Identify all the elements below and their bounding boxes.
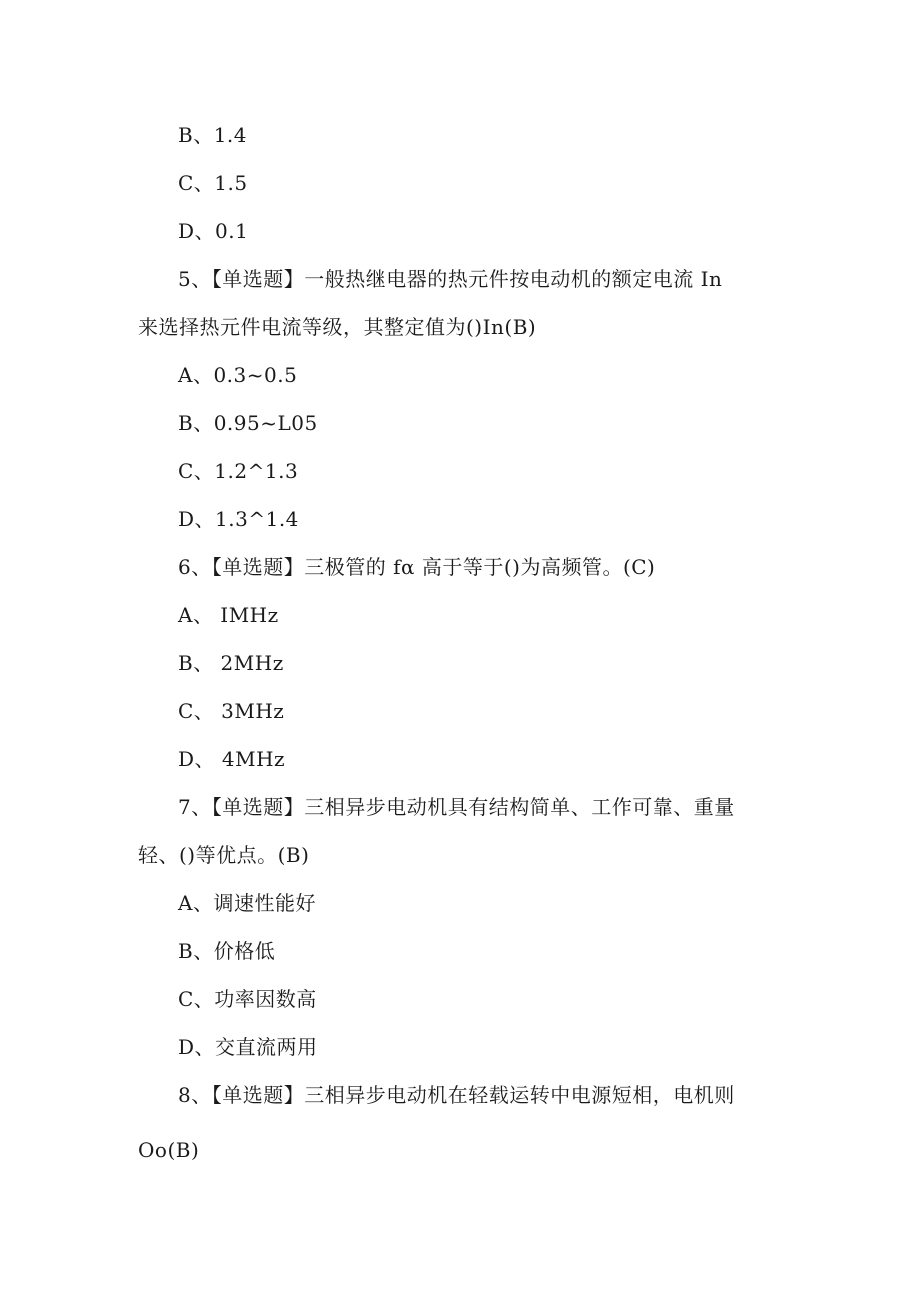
option-b: B、 2MHz (178, 651, 284, 675)
question-5-text: 5、【单选题】一般热继电器的热元件按电动机的额定电流 In (178, 267, 723, 291)
option-a: A、调速性能好 (178, 891, 316, 915)
option-d: D、交直流两用 (178, 1035, 318, 1059)
option-b: B、1.4 (178, 123, 248, 147)
option-a: A、 IMHz (178, 603, 279, 627)
question-6-text: 6、【单选题】三极管的 fα 高于等于()为高频管。(C) (178, 555, 656, 579)
option-b: B、0.95~L05 (178, 411, 318, 435)
question-7-text: 7、【单选题】三相异步电动机具有结构简单、工作可靠、重量 (178, 795, 735, 819)
option-d: D、 4MHz (178, 747, 286, 771)
option-d: D、0.1 (178, 219, 249, 243)
option-a: A、0.3~0.5 (178, 363, 298, 387)
option-d: D、1.3^1.4 (178, 507, 299, 531)
question-8-text-continued: Oo(B) (138, 1138, 200, 1162)
option-c: C、功率因数高 (178, 987, 317, 1011)
option-b: B、价格低 (178, 939, 276, 963)
question-5-text-continued: 来选择热元件电流等级，其整定值为()In(B) (138, 315, 537, 339)
question-8-text: 8、【单选题】三相异步电动机在轻载运转中电源短相，电机则 (178, 1083, 735, 1107)
option-c: C、1.2^1.3 (178, 459, 299, 483)
question-7-text-continued: 轻、()等优点。(B) (138, 843, 310, 867)
option-c: C、 3MHz (178, 699, 285, 723)
option-c: C、1.5 (178, 171, 248, 195)
